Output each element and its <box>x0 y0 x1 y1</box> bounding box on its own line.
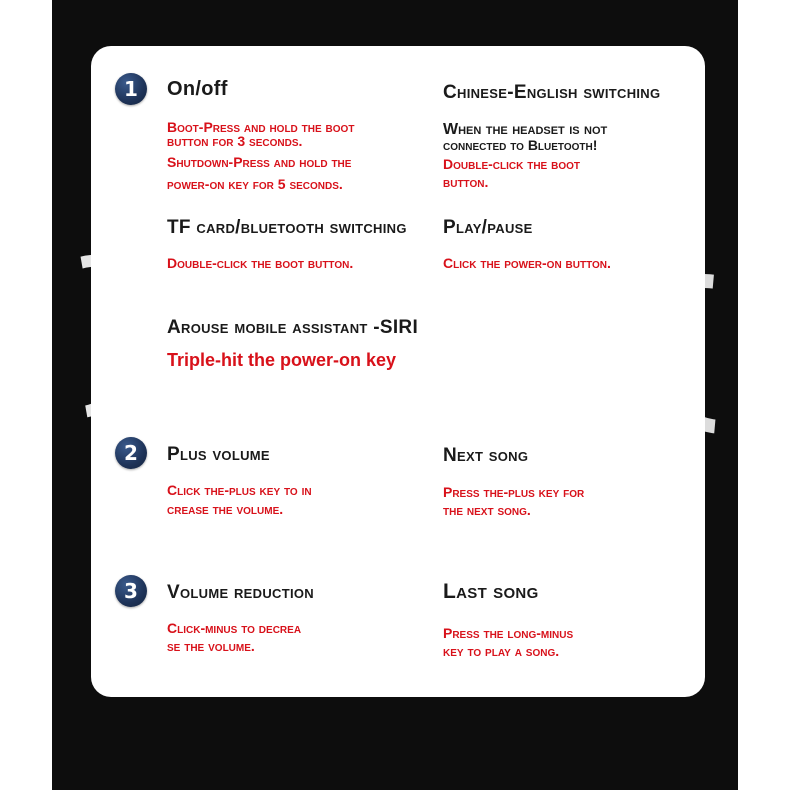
volume-reduction-line-2: se the volume. <box>167 638 255 654</box>
language-switch-line-2: button. <box>443 174 489 190</box>
plus-volume-line-2: crease the volume. <box>167 501 284 517</box>
play-pause-title: Play/pause <box>443 217 533 238</box>
language-switch-title: Chinese-English switching <box>443 82 661 103</box>
plus-volume-line-1: Click the-plus key to in <box>167 482 312 498</box>
tf-bluetooth-line-1: Double-click the boot button. <box>167 255 354 271</box>
onoff-line-1: Boot-Press and hold the boot <box>167 119 355 135</box>
onoff-line-4: power-on key for 5 seconds. <box>167 176 343 192</box>
volume-reduction-line-1: Click-minus to decrea <box>167 620 302 636</box>
next-song-line-1: Press the-plus key for <box>443 484 585 500</box>
last-song-line-1: Press the long-minus <box>443 625 574 641</box>
volume-reduction-title: Volume reduction <box>167 582 314 603</box>
last-song-title: Last song <box>443 580 539 603</box>
plus-volume-title: Plus volume <box>167 444 270 465</box>
step-badge-1: 1 <box>115 73 147 105</box>
language-switch-line-1: Double-click the boot <box>443 156 580 172</box>
next-song-line-2: the next song. <box>443 502 531 518</box>
siri-line-1: Triple-hit the power-on key <box>167 350 397 370</box>
play-pause-line-1: Click the power-on button. <box>443 255 611 271</box>
last-song-line-2: key to play a song. <box>443 643 560 659</box>
step-badge-3: 3 <box>115 575 147 607</box>
siri-title: Arouse mobile assistant -SIRI <box>167 317 419 338</box>
language-switch-note-2: connected to Bluetooth! <box>443 137 598 153</box>
onoff-line-2: button for 3 seconds. <box>167 133 303 149</box>
onoff-title: On/off <box>167 78 228 100</box>
onoff-line-3: Shutdown-Press and hold the <box>167 154 352 170</box>
step-badge-2: 2 <box>115 437 147 469</box>
tf-bluetooth-title: TF card/bluetooth switching <box>167 217 407 238</box>
language-switch-note-1: When the headset is not <box>443 121 608 138</box>
instruction-card <box>91 46 705 697</box>
next-song-title: Next song <box>443 445 529 466</box>
